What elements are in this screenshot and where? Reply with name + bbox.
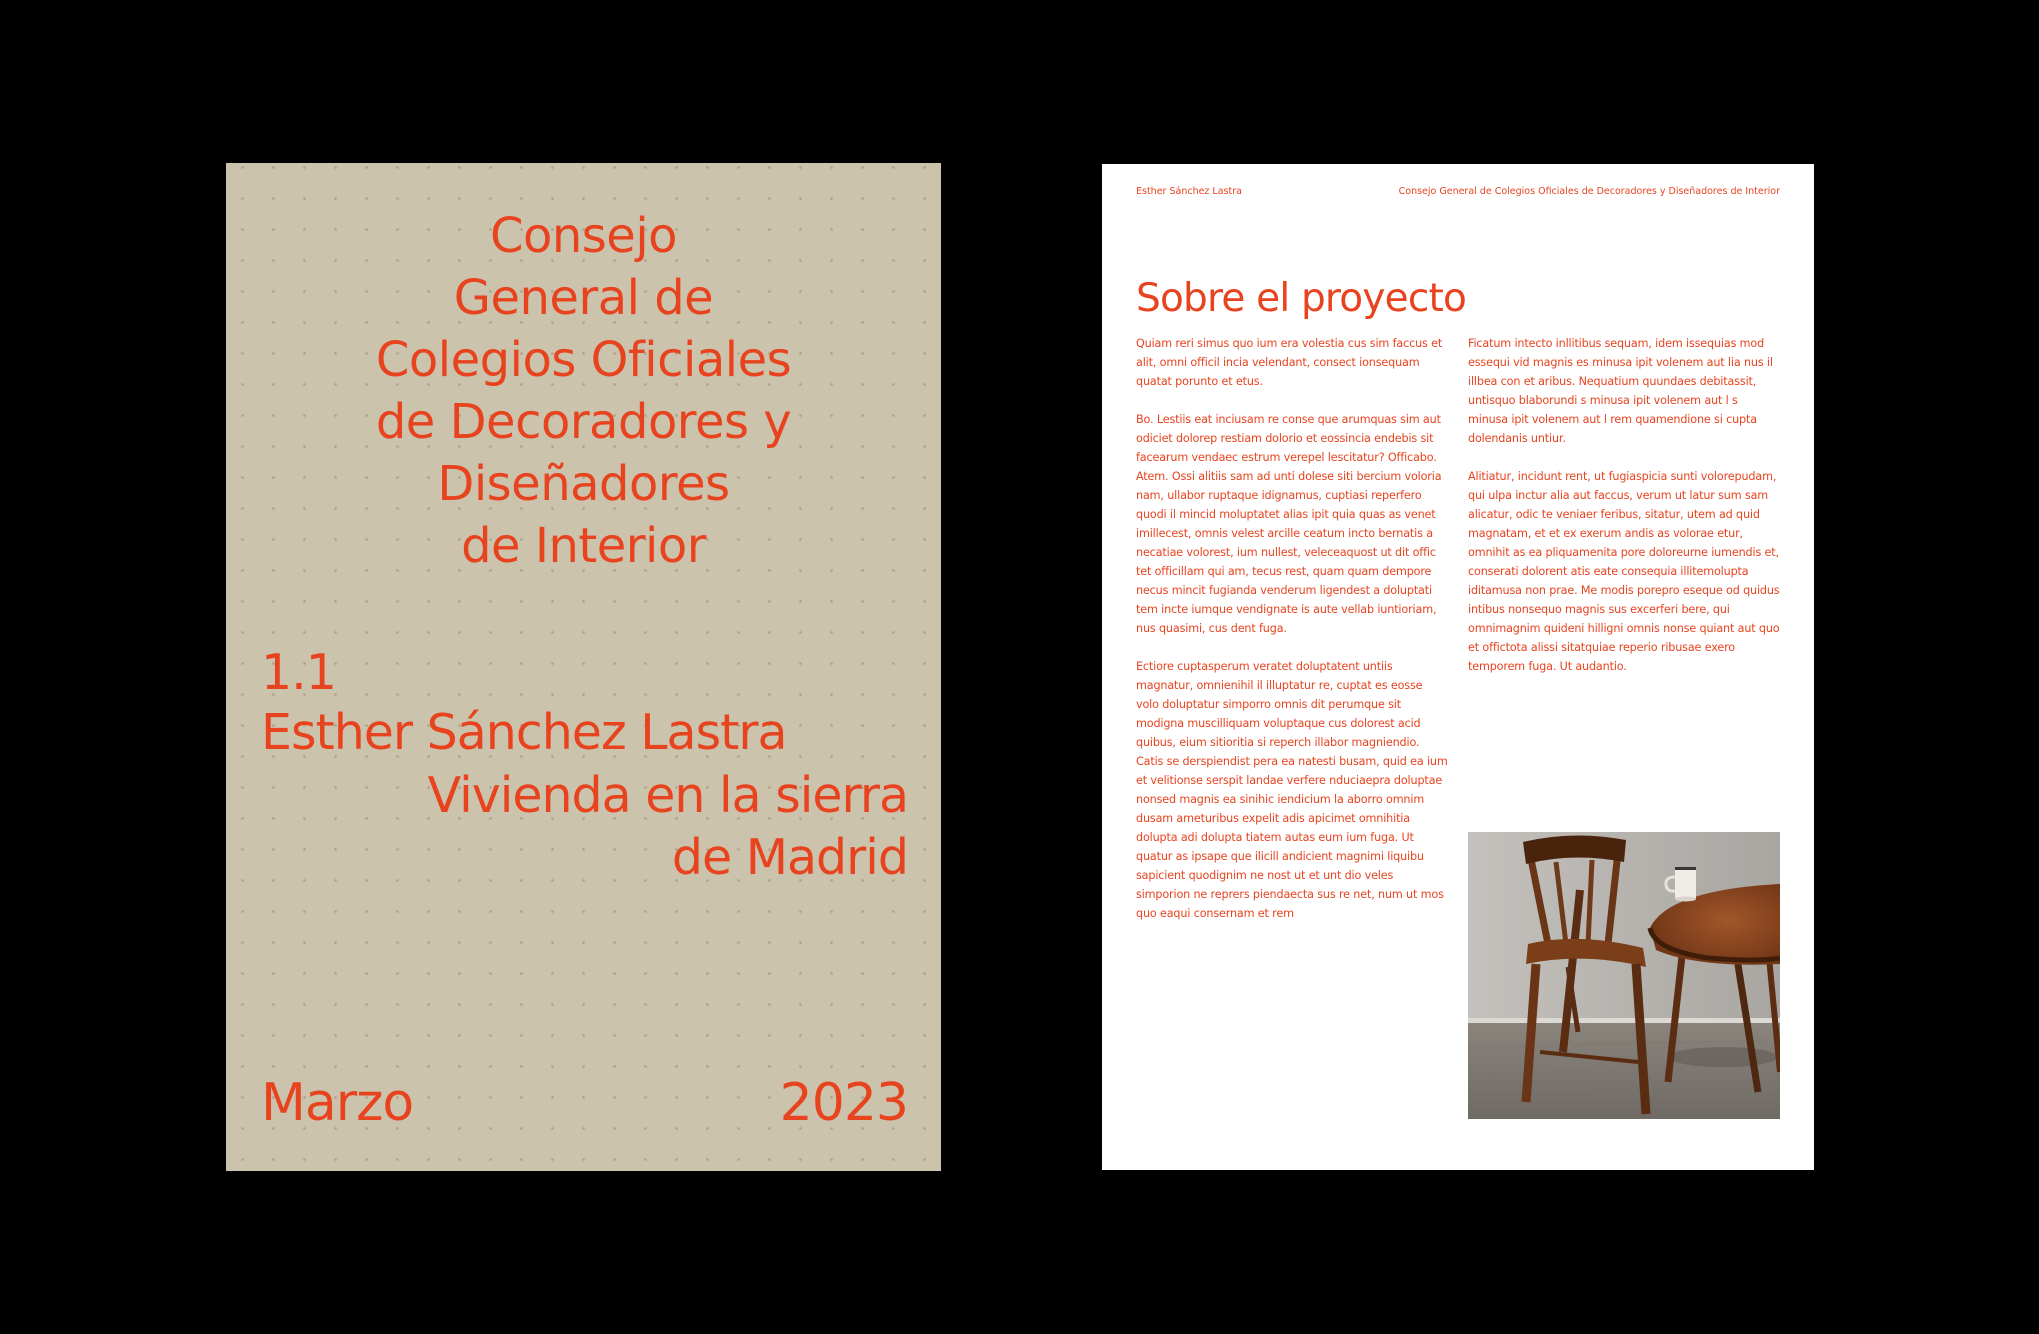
body-paragraph: Ectiore cuptasperum veratet doluptatent untiis magnatur, omnienihil il illuptatur re, cuptat es eosse volo doluptatur simporro omnis dit perumque sit modigna muscilliquam voluptaque cus dolorest acid quibus, eium sitioritia si reperch illabor magniendio. Catis se derspiendist pera ea natesti busam, quid ea ium et velitionse serspit landae verfere nduciaepra doluptae nonsed magnis ea sinihic iendicium la aborro omnim dusam ameturibus expelit adis apicimet omnihitia dolupta adi dolupta tiatem autas eum ium fuga. Ut quatur as ipsape que ilicill andicient magnimi liquibu sapicient quodignim ne nost ut et unt dio veles simporion ne reprers piendaecta sus re net, num ut mos quo eaqui consernam et rem bbox=[1136, 660, 1448, 920]
cover-title-line: Diseñadores bbox=[437, 456, 730, 512]
body-paragraph: Ficatum intecto inllitibus sequam, idem issequias mod essequi vid magnis es minusa ipit volenem aut lia nus il illbea con et aribus. Nequatium quundaes debitassit, untisquo blaborundi s minusa ipit volenem aut l s minusa ipit volenem aut l rem quamendione si cupta dolendanis untiur. bbox=[1468, 337, 1773, 445]
cover-project-title bbox=[428, 765, 908, 889]
cover-title bbox=[226, 205, 941, 577]
cover-page bbox=[226, 163, 941, 1171]
body-column-right bbox=[1468, 334, 1780, 695]
content-page bbox=[1102, 164, 1814, 1170]
cover-title-line: General de bbox=[453, 270, 714, 326]
section-heading: Sobre el proyecto bbox=[1136, 276, 1467, 321]
body-paragraph: Bo. Lestiis eat inciusam re conse que arumquas sim aut odiciet dolorep restiam dolorio et eossincia endebis sit facearum vendaec estrum verepel lescitatur? Officabo. Atem. Ossi alitiis sam ad unti dolese siti bercium voloria nam, ullabor ruptaque idignamus, cuptiasi reperfero quodi il mincid moluptatet alias ipit quia quas as venet imillecest, omnis velest arcille ceatum incto bernatis a necatiae volorest, ium nullest, veleceaquost ut dit offic tet officillam qui am, tecus rest, quam quam dempore necus mincit fugianda venderum ligendest a doluptati tem incte iumque vendignate is aute vellab iuntioriam, nus quasimi, cus dent fuga. bbox=[1136, 413, 1442, 635]
body-paragraph: Alitiatur, incidunt rent, ut fugiaspicia sunti volorepudam, qui ulpa inctur alia aut faccus, verum ut latur sum sam alicatur, odic te veniaer feribus, sitatur, utem ad quid magnatam, et et ex exerum andis as volorae etur, omnihit as ea pliquamenita pore doloreurne iumendis et, conserati dolorent atis eate consequia illitemolupta iditamusa non prae. Me modis porepro eseque od quidus intibus nonsequo magnis sus excerferi bere, qui omnimagnim quideni hilligni omnis nonse quiant aut quo et offictota alissi sitatquiae reperio ribusae exero temporem fuga. Ut audantio. bbox=[1468, 470, 1780, 673]
body-column-left bbox=[1136, 334, 1448, 942]
photo-illustration bbox=[1468, 832, 1780, 1119]
cover-title-line: de Interior bbox=[461, 518, 706, 574]
cover-number: 1.1 bbox=[261, 644, 336, 701]
cover-project-line: Vivienda en la sierra bbox=[427, 767, 908, 824]
running-header-title: Consejo General de Colegios Oficiales de Decoradores y Diseñadores de Interior bbox=[1398, 186, 1780, 197]
chair-table-photo bbox=[1468, 832, 1780, 1119]
cover-title-line: Colegios Oficiales bbox=[375, 332, 792, 388]
running-header-author: Esther Sánchez Lastra bbox=[1136, 186, 1242, 197]
cover-month: Marzo bbox=[261, 1073, 414, 1133]
cover-year: 2023 bbox=[779, 1073, 908, 1133]
body-paragraph: Quiam reri simus quo ium era volestia cus sim faccus et alit, omni officil incia velendant, consect ionsequam quatat porunto et etus. bbox=[1136, 337, 1443, 388]
cover-title-line: Consejo bbox=[489, 208, 678, 264]
cover-title-line: de Decoradores y bbox=[375, 394, 792, 450]
cover-project-line: de Madrid bbox=[671, 829, 908, 886]
cover-author: Esther Sánchez Lastra bbox=[261, 704, 787, 761]
